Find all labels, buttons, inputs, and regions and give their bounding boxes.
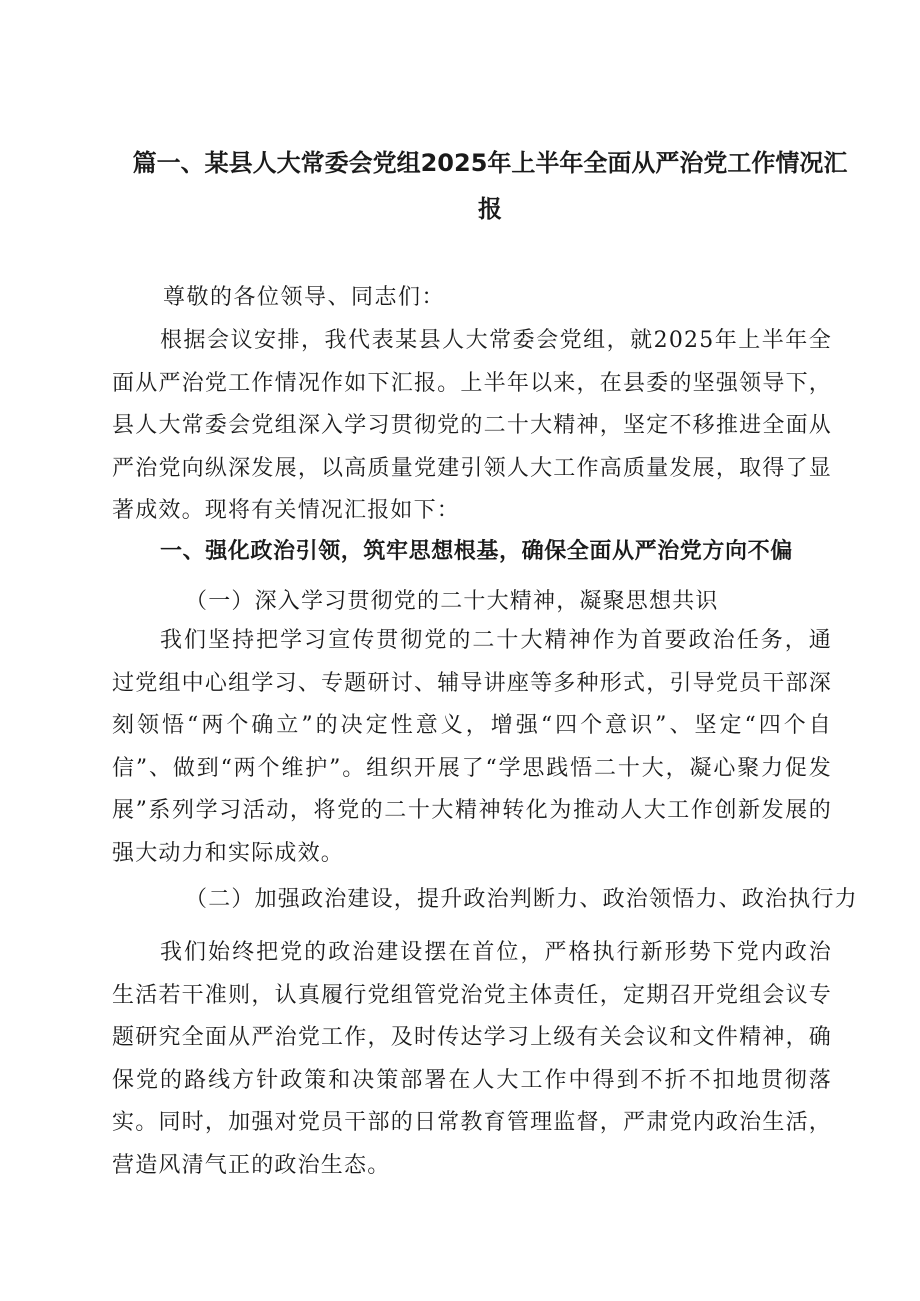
subsection-paragraph: 我们始终把党的政治建设摆在首位，严格执行新形势下党内政治生活若干准则，认真履行党组管党治党主体责任，定期召开党组会议专题研究全面从严治党工作，及时传达学习上级有关会议和文件精神，确保党的路线方针政策和决策部署在人大工作中得到不折不扣地贯彻落实。同时，加强对党员干部的日常教育管理监督，严肃党内政治生活，营造风清气正的政治生态。 [112, 940, 832, 1178]
subsection-paragraph: 我们坚持把学习宣传贯彻党的二十大精神作为首要政治任务，通过党组中心组学习、专题研讨、辅导讲座等多种形式，引导党员干部深刻领悟“两个确立”的决定性意义，增强“四个意识”、坚定“四个自信”、做到“两个维护”。组织开展了“学思践悟二十大，凝心聚力促发展”系列学习活动，将党的二十大精神转化为推动人大工作创新发展的强大动力和实际成效。 [112, 628, 832, 866]
salutation: 尊敬的各位领导、同志们： [163, 285, 446, 310]
section-heading: 一、强化政治引领，筑牢思想根基，确保全面从严治党方向不偏 [160, 539, 793, 564]
document-title: 篇一、某县人大常委会党组2025年上半年全面从严治党工作情况汇报 [132, 149, 848, 223]
intro-paragraph: 根据会议安排，我代表某县人大常委会党组，就2025年上半年全面从严治党工作情况作如下汇报。上半年以来，在县委的坚强领导下，县人大常委会党组深入学习贯彻党的二十大精神，坚定不移推进全面从严治党向纵深发展，以高质量党建引领人大工作高质量发展，取得了显著成效。现将有关情况汇报如下： [112, 328, 832, 523]
subsection-heading: （二）加强政治建设，提升政治判断力、政治领悟力、政治执行力 [185, 887, 858, 912]
subsection-heading: （一）深入学习贯彻党的二十大精神，凝聚思想共识 [185, 589, 719, 614]
